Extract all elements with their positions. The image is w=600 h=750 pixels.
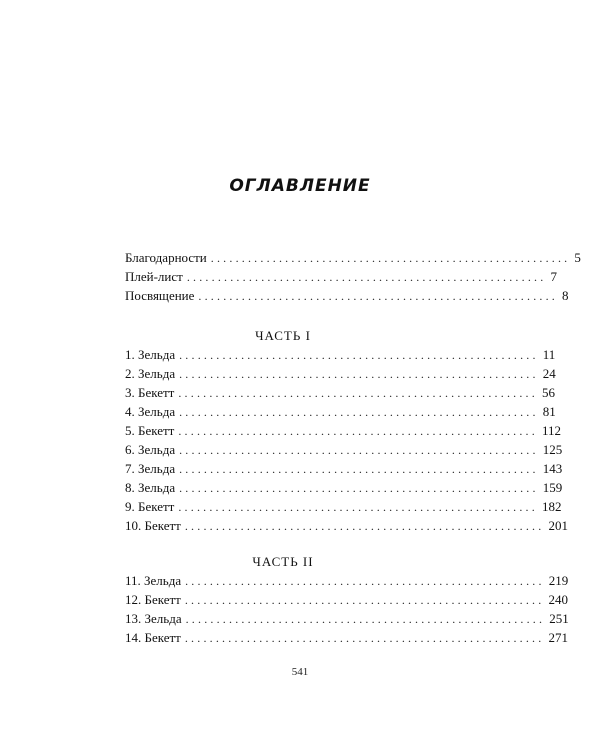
leader-dots: .......................................................... bbox=[184, 631, 545, 645]
toc-entry-page: 271 bbox=[548, 630, 568, 645]
leader-dots: .......................................................... bbox=[179, 367, 539, 381]
leader-dots: .......................................................... bbox=[185, 612, 546, 626]
toc-entry-page: 143 bbox=[542, 461, 563, 476]
toc-heading: ОГЛАВЛЕНИЕ bbox=[229, 176, 371, 196]
toc-entry[interactable] bbox=[125, 590, 568, 609]
leader-dots: .......................................................... bbox=[198, 289, 559, 303]
toc-entry-label: 12. Бекетт bbox=[125, 592, 181, 607]
toc-entry-label: 13. Зельда bbox=[125, 611, 182, 626]
toc-entry-page: 8 bbox=[562, 288, 569, 303]
toc-entry-page: 11 bbox=[542, 347, 556, 362]
toc-entry[interactable] bbox=[125, 248, 581, 267]
leader-dots: .......................................................... bbox=[184, 593, 545, 607]
toc-entry[interactable] bbox=[125, 267, 557, 286]
toc-entry[interactable] bbox=[125, 345, 556, 364]
toc-entry[interactable] bbox=[125, 421, 561, 440]
toc-entry-label: 9. Бекетт bbox=[125, 499, 175, 514]
front-matter-list bbox=[125, 248, 581, 305]
toc-entry[interactable] bbox=[125, 440, 563, 459]
toc-entry-label: 2. Зельда bbox=[125, 366, 176, 381]
toc-entry-label: 11. Зельда bbox=[125, 573, 182, 588]
toc-entry-page: 201 bbox=[548, 518, 568, 533]
leader-dots: .......................................................... bbox=[184, 519, 545, 533]
toc-entry-label: Посвящение bbox=[125, 288, 195, 303]
toc-entry-page: 125 bbox=[542, 442, 563, 457]
part-heading: ЧАСТЬ I bbox=[255, 328, 311, 343]
leader-dots: .......................................................... bbox=[178, 424, 538, 438]
toc-entry-page: 159 bbox=[542, 480, 563, 495]
leader-dots: .......................................................... bbox=[178, 500, 538, 514]
leader-dots: .......................................................... bbox=[179, 348, 539, 362]
toc-entry-page: 81 bbox=[542, 404, 556, 419]
toc-entry[interactable] bbox=[125, 364, 556, 383]
toc-entry-label: Плей-лист bbox=[125, 269, 183, 284]
toc-entry-label: 14. Бекетт bbox=[125, 630, 181, 645]
toc-entry[interactable] bbox=[125, 609, 569, 628]
leader-dots: .......................................................... bbox=[179, 462, 539, 476]
toc-entry-label: 3. Бекетт bbox=[125, 385, 175, 400]
toc-entry-page: 251 bbox=[549, 611, 569, 626]
toc-entry[interactable] bbox=[125, 402, 556, 421]
toc-entry-label: 5. Бекетт bbox=[125, 423, 175, 438]
toc-entry-page: 56 bbox=[541, 385, 555, 400]
toc-entry[interactable] bbox=[125, 628, 568, 647]
toc-entry-page: 24 bbox=[542, 366, 556, 381]
leader-dots: .......................................................... bbox=[210, 251, 571, 265]
part-heading: ЧАСТЬ II bbox=[252, 554, 314, 569]
toc-entry-label: 1. Зельда bbox=[125, 347, 176, 362]
part-2-chapter-list bbox=[125, 571, 569, 647]
leader-dots: .......................................................... bbox=[186, 270, 547, 284]
toc-entry-label: 7. Зельда bbox=[125, 461, 176, 476]
toc-entry-page: 112 bbox=[541, 423, 561, 438]
toc-entry[interactable] bbox=[125, 497, 562, 516]
leader-dots: .......................................................... bbox=[178, 386, 538, 400]
toc-entry-label: Благодарности bbox=[125, 250, 207, 265]
toc-entry[interactable] bbox=[125, 286, 569, 305]
toc-entry-label: 10. Бекетт bbox=[125, 518, 181, 533]
part-1-chapter-list bbox=[125, 345, 568, 535]
toc-entry-page: 5 bbox=[574, 250, 581, 265]
toc-entry-page: 219 bbox=[548, 573, 569, 588]
page-number: 541 bbox=[291, 666, 309, 678]
leader-dots: .......................................................... bbox=[185, 574, 545, 588]
toc-entry-page: 7 bbox=[550, 269, 557, 284]
toc-entry[interactable] bbox=[125, 478, 563, 497]
toc-entry[interactable] bbox=[125, 459, 563, 478]
toc-entry-page: 240 bbox=[548, 592, 568, 607]
toc-entry-page: 182 bbox=[541, 499, 562, 514]
toc-entry[interactable] bbox=[125, 383, 555, 402]
toc-entry[interactable] bbox=[125, 571, 569, 590]
toc-entry-label: 8. Зельда bbox=[125, 480, 176, 495]
leader-dots: .......................................................... bbox=[179, 481, 539, 495]
toc-entry-label: 6. Зельда bbox=[125, 442, 176, 457]
leader-dots: .......................................................... bbox=[179, 443, 539, 457]
toc-entry-label: 4. Зельда bbox=[125, 404, 176, 419]
leader-dots: .......................................................... bbox=[179, 405, 539, 419]
toc-entry[interactable] bbox=[125, 516, 568, 535]
